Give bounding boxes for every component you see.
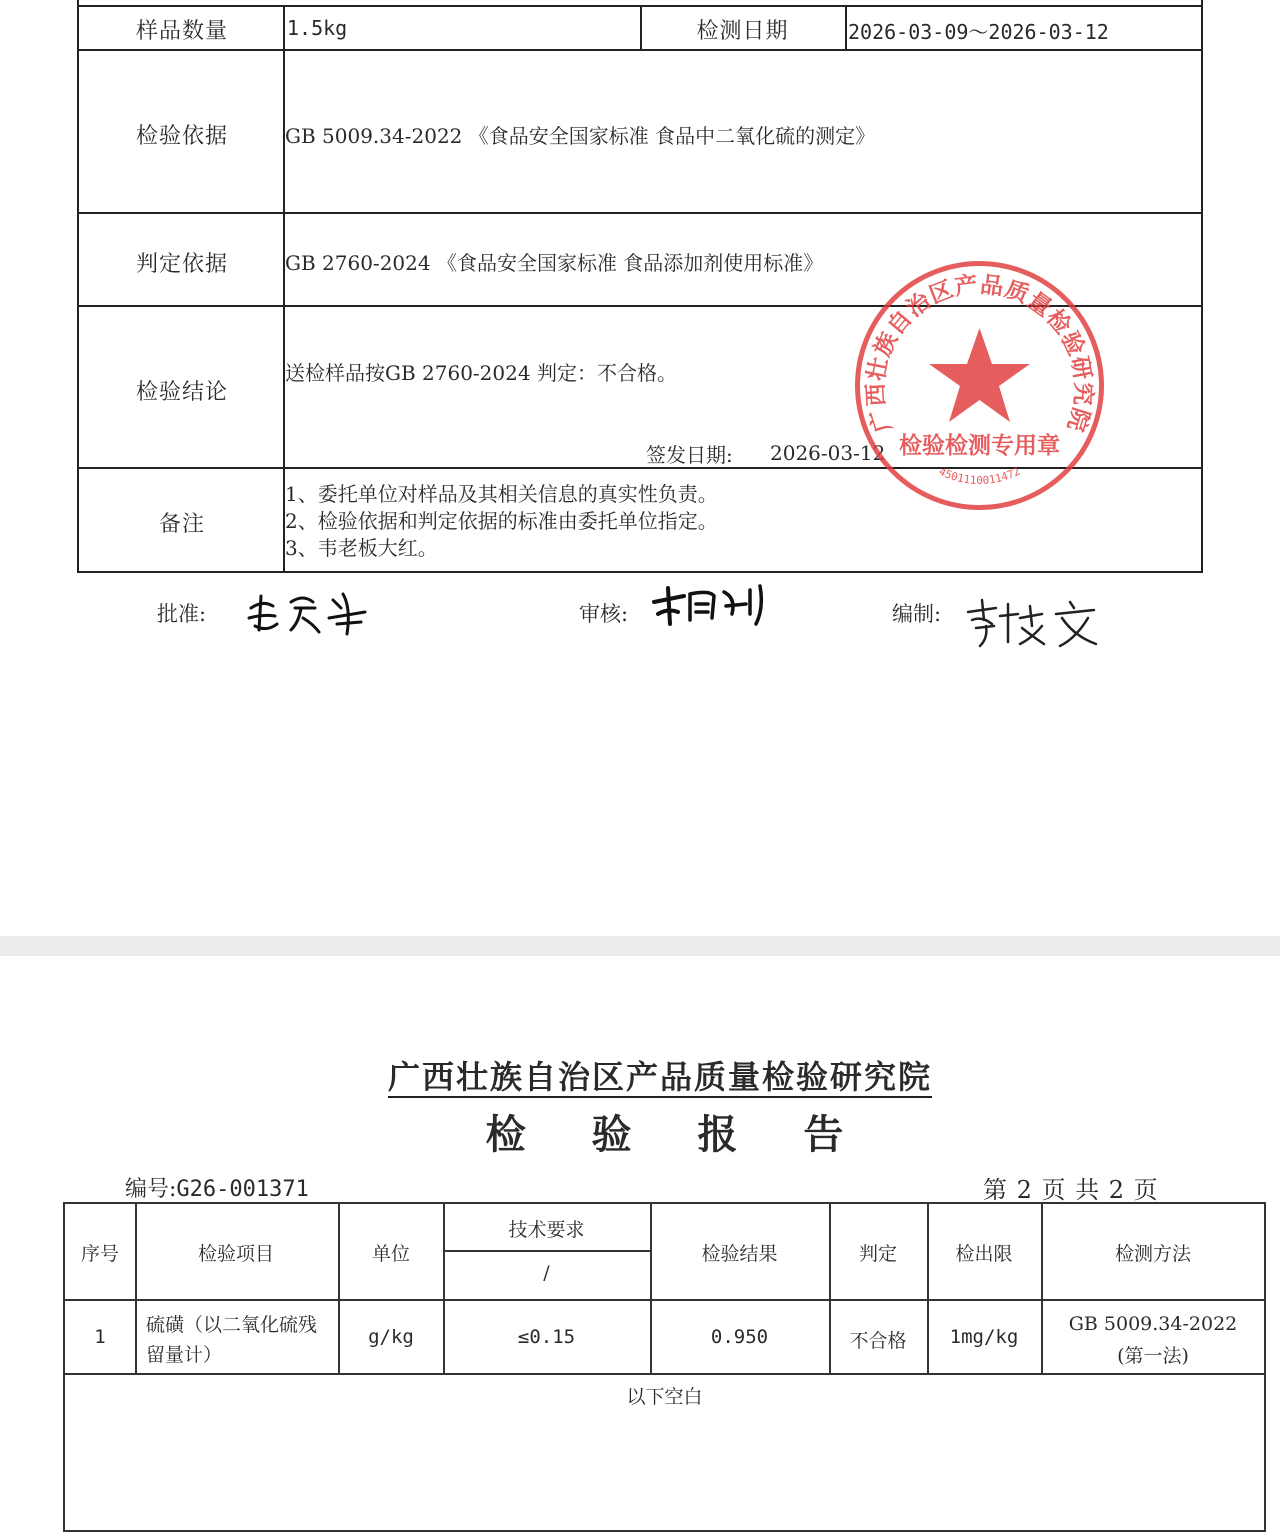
remark-item: 3、韦老板大红。 [285, 536, 438, 560]
header-requirement: 技术要求 [508, 1219, 585, 1241]
seal-org-text: 广西壮族自治区产品质量检验研究院 [863, 271, 1096, 436]
row-item: 硫磺（以二氧化硫残留量计） [146, 1314, 318, 1366]
compile-label: 编制: [892, 602, 942, 626]
header-limit: 检出限 [955, 1243, 1013, 1265]
page-divider [0, 936, 1280, 956]
row-method: GB 5009.34-2022 (第一法) [1068, 1313, 1238, 1367]
row-limit: 1mg/kg [949, 1326, 1019, 1348]
blank-note: 以下空白 [626, 1386, 703, 1408]
review-signature [650, 584, 770, 630]
basis-label: 检验依据 [135, 124, 228, 149]
conclusion-value: 送检样品按GB 2760-2024 判定：不合格。 [285, 361, 677, 385]
row-no: 1 [94, 1326, 106, 1348]
issue-date-value: 2026-03-12 [770, 441, 886, 465]
remark-item: 2、检验依据和判定依据的标准由委托单位指定。 [285, 509, 718, 533]
conclusion-label: 检验结论 [135, 380, 228, 405]
compile-signature [962, 596, 1102, 652]
org-title: 广西壮族自治区产品质量检验研究院 [388, 1058, 933, 1096]
seal-star-icon [929, 328, 1030, 422]
row-requirement: ≤0.15 [517, 1326, 576, 1348]
test-date-value: 2026-03-09～2026-03-12 [848, 20, 1109, 44]
header-no: 序号 [80, 1243, 119, 1265]
sample-qty-label: 样品数量 [135, 19, 228, 44]
header-unit: 单位 [371, 1243, 410, 1265]
approve-signature [243, 588, 373, 638]
seal-number: 4501110011472 [936, 464, 1023, 488]
remark-item: 1、委托单位对样品及其相关信息的真实性负责。 [285, 482, 718, 506]
header-requirement-sub: / [543, 1262, 550, 1284]
seal-purpose-text: 检验检测专用章 [899, 433, 1060, 459]
header-judgment: 判定 [858, 1243, 897, 1265]
serial-value: G26-001371 [176, 1177, 309, 1202]
approve-label: 批准: [157, 602, 207, 626]
issue-date-label: 签发日期: [646, 443, 733, 467]
header-result: 检验结果 [701, 1243, 778, 1265]
basis-value: GB 5009.34-2022 《食品安全国家标准 食品中二氧化硫的测定》 [285, 124, 876, 148]
judge-basis-label: 判定依据 [135, 252, 228, 277]
serial-label: 编号: [125, 1177, 177, 1202]
sample-qty-value: 1.5kg [287, 16, 348, 40]
row-judgment: 不合格 [849, 1330, 907, 1352]
review-label: 审核: [579, 602, 629, 626]
header-item: 检验项目 [197, 1243, 274, 1265]
page-info: 第 2 页 共 2 页 [983, 1176, 1159, 1204]
test-date-label: 检测日期 [696, 19, 789, 44]
row-result: 0.950 [710, 1326, 769, 1348]
official-seal [852, 258, 1107, 513]
row-unit: g/kg [368, 1326, 414, 1348]
remarks-label: 备注 [158, 512, 205, 537]
report-title: 检 验 报 告 [485, 1111, 870, 1158]
header-method: 检测方法 [1114, 1243, 1191, 1265]
serial-number [125, 1172, 309, 1203]
judge-basis-value: GB 2760-2024 《食品安全国家标准 食品添加剂使用标准》 [285, 251, 824, 275]
